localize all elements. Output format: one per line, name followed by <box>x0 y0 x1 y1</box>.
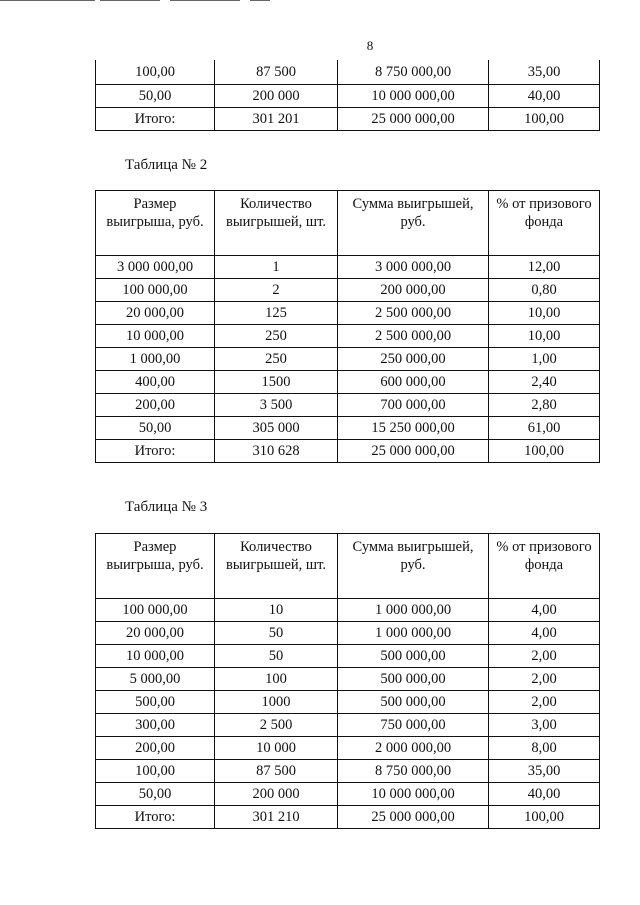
table-cell: 200,00 <box>96 737 215 760</box>
table-cell: 125 <box>215 302 338 325</box>
table-cell: 1500 <box>215 371 338 394</box>
column-header: Размер выигрыша, руб. <box>96 534 215 599</box>
table-cell: 10 000 000,00 <box>338 783 489 806</box>
table-cell: 100,00 <box>489 806 600 829</box>
table-cell: 25 000 000,00 <box>338 108 489 131</box>
table-cell: 1 000,00 <box>96 348 215 371</box>
column-header: Количество выигрышей, шт. <box>215 191 338 256</box>
table-cell: 87 500 <box>215 60 338 85</box>
table-cell: 100,00 <box>489 108 600 131</box>
table-cell: 1 000 000,00 <box>338 622 489 645</box>
table-cell: 600 000,00 <box>338 371 489 394</box>
table-cell: 1 <box>215 256 338 279</box>
table-cell: 2 000 000,00 <box>338 737 489 760</box>
table-cell: 5 000,00 <box>96 668 215 691</box>
table-cell: 250 <box>215 325 338 348</box>
table-cell: 200 000,00 <box>338 279 489 302</box>
table-cell: 10 000 <box>215 737 338 760</box>
table-cell: 100 000,00 <box>96 279 215 302</box>
table-cell: 100 <box>215 668 338 691</box>
table-cell: 100,00 <box>489 440 600 463</box>
table-cell: 10,00 <box>489 325 600 348</box>
table-cell: 50,00 <box>96 85 215 108</box>
table-cell: 10 000,00 <box>96 325 215 348</box>
table-row <box>96 60 600 85</box>
table-cell: 12,00 <box>489 256 600 279</box>
table-row <box>96 348 600 371</box>
table-cell: 3 000 000,00 <box>96 256 215 279</box>
table-row <box>96 783 600 806</box>
table-cell: 1 000 000,00 <box>338 599 489 622</box>
table-row-total <box>96 806 600 829</box>
table-cell: 700 000,00 <box>338 394 489 417</box>
column-header: Количество выигрышей, шт. <box>215 534 338 599</box>
table-cell: 310 628 <box>215 440 338 463</box>
column-header: Размер выигрыша, руб. <box>96 191 215 256</box>
table-header-row <box>96 191 600 256</box>
table-cell: 10 <box>215 599 338 622</box>
table-cell: 4,00 <box>489 599 600 622</box>
column-header: Сумма выигрышей, руб. <box>338 534 489 599</box>
table-cell: 0,80 <box>489 279 600 302</box>
scan-artifact-line <box>0 0 640 3</box>
table-cell: 1,00 <box>489 348 600 371</box>
table-cell: 2 500 000,00 <box>338 325 489 348</box>
table-cell: 3,00 <box>489 714 600 737</box>
table-cell: 500 000,00 <box>338 691 489 714</box>
table-cell: Итого: <box>96 440 215 463</box>
table-cell: 1000 <box>215 691 338 714</box>
table-header-row <box>96 534 600 599</box>
table-cell: Итого: <box>96 108 215 131</box>
table-cell: 40,00 <box>489 85 600 108</box>
table-row <box>96 691 600 714</box>
table-cell: 2,40 <box>489 371 600 394</box>
table-cell: 50 <box>215 622 338 645</box>
table-cell: 15 250 000,00 <box>338 417 489 440</box>
table-cell: 250 000,00 <box>338 348 489 371</box>
table-row <box>96 714 600 737</box>
table-cell: 2 <box>215 279 338 302</box>
table-cell: 750 000,00 <box>338 714 489 737</box>
table-cell: 100,00 <box>96 760 215 783</box>
table-row <box>96 737 600 760</box>
table-row <box>96 279 600 302</box>
table-cell: 20 000,00 <box>96 622 215 645</box>
table-cell: 25 000 000,00 <box>338 806 489 829</box>
table-cell: 301 210 <box>215 806 338 829</box>
table-cell: 10,00 <box>489 302 600 325</box>
table-cell: 61,00 <box>489 417 600 440</box>
prize-table-continuation <box>95 60 600 131</box>
table-cell: 2 500 000,00 <box>338 302 489 325</box>
table-cell: 400,00 <box>96 371 215 394</box>
table-row <box>96 256 600 279</box>
table-cell: 500,00 <box>96 691 215 714</box>
table-cell: 2,80 <box>489 394 600 417</box>
column-header: % от призового фонда <box>489 534 600 599</box>
table-cell: 100 000,00 <box>96 599 215 622</box>
table-3-caption: Таблица № 3 <box>125 499 208 515</box>
page-number: 8 <box>366 38 374 53</box>
table-row <box>96 668 600 691</box>
table-cell: 4,00 <box>489 622 600 645</box>
table-cell: 8,00 <box>489 737 600 760</box>
table-cell: 301 201 <box>215 108 338 131</box>
table-row <box>96 645 600 668</box>
table-cell: 500 000,00 <box>338 668 489 691</box>
table-cell: 35,00 <box>489 60 600 85</box>
table-row <box>96 394 600 417</box>
table-row <box>96 85 600 108</box>
table-cell: 50 <box>215 645 338 668</box>
prize-table-2 <box>95 190 600 463</box>
table-cell: 87 500 <box>215 760 338 783</box>
table-cell: 8 750 000,00 <box>338 760 489 783</box>
table-cell: 25 000 000,00 <box>338 440 489 463</box>
column-header: Сумма выигрышей, руб. <box>338 191 489 256</box>
table-cell: 50,00 <box>96 417 215 440</box>
table-cell: 250 <box>215 348 338 371</box>
table-row <box>96 302 600 325</box>
table-cell: 3 500 <box>215 394 338 417</box>
prize-table-3 <box>95 533 600 829</box>
table-row-total <box>96 440 600 463</box>
table-row <box>96 622 600 645</box>
table-cell: 300,00 <box>96 714 215 737</box>
table-cell: 35,00 <box>489 760 600 783</box>
column-header: % от призового фонда <box>489 191 600 256</box>
table-cell: 3 000 000,00 <box>338 256 489 279</box>
table-cell: 100,00 <box>96 60 215 85</box>
table-cell: 200 000 <box>215 85 338 108</box>
table-cell: Итого: <box>96 806 215 829</box>
table-cell: 2,00 <box>489 645 600 668</box>
table-cell: 2 500 <box>215 714 338 737</box>
table-cell: 10 000,00 <box>96 645 215 668</box>
table-cell: 10 000 000,00 <box>338 85 489 108</box>
table-cell: 200 000 <box>215 783 338 806</box>
table-row <box>96 760 600 783</box>
table-cell: 40,00 <box>489 783 600 806</box>
table-row <box>96 417 600 440</box>
table-cell: 8 750 000,00 <box>338 60 489 85</box>
table-cell: 2,00 <box>489 691 600 714</box>
table-row-total <box>96 108 600 131</box>
table-cell: 2,00 <box>489 668 600 691</box>
table-row <box>96 325 600 348</box>
table-cell: 200,00 <box>96 394 215 417</box>
table-cell: 500 000,00 <box>338 645 489 668</box>
table-cell: 50,00 <box>96 783 215 806</box>
table-row <box>96 371 600 394</box>
table-cell: 20 000,00 <box>96 302 215 325</box>
table-2-caption: Таблица № 2 <box>125 157 208 173</box>
table-row <box>96 599 600 622</box>
table-cell: 305 000 <box>215 417 338 440</box>
